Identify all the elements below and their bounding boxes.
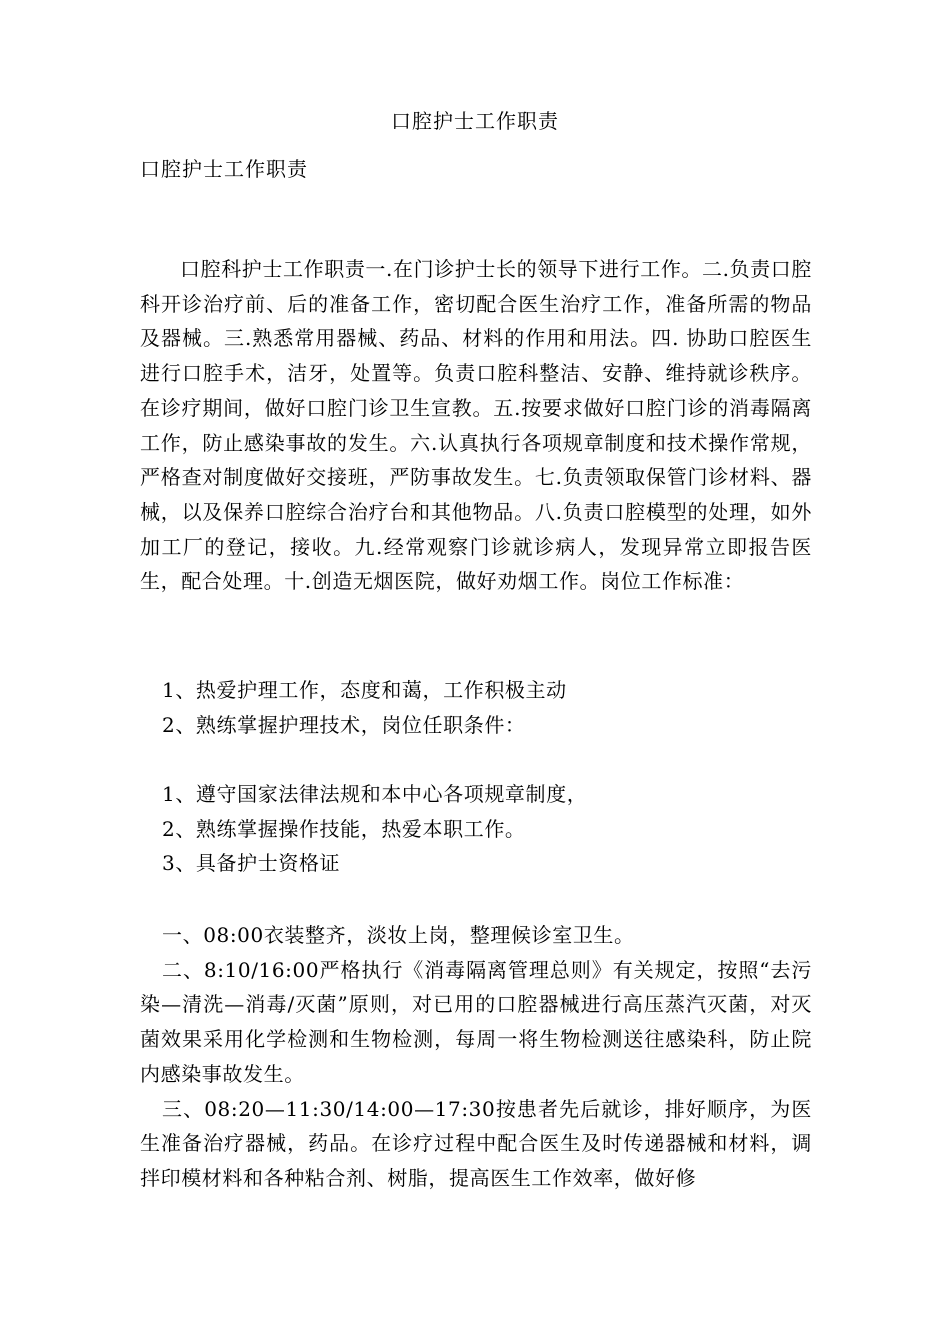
qualifications-list <box>162 777 802 881</box>
list-item: 1、遵守国家法律法规和本中心各项规章制度， <box>162 782 588 806</box>
document-subtitle: 口腔护士工作职责 <box>140 157 308 181</box>
duties-paragraph: 口腔科护士工作职责一.在门诊护士长的领导下进行工作。二.负责口腔科开诊治疗前、后的准备工作，密切配合医生治疗工作，准备所需的物品及器械。三.熟悉常用器械、药品、材料的作用和用法。四. 协助口腔医生进行口腔手术，洁牙，处置等。负责口腔科整洁、安静、维持就诊秩序。在诊疗期间，做好口腔门诊卫生宣教。五.按要求做好口腔门诊的消毒隔离工作，防止感染事故的发生。六.认真执行各项规章制度和技术操作常规，严格查对制度做好交接班，严防事故发生。七.负责领取保管门诊材料、器械，以及保养口腔综合治疗台和其他物品。八.负责口腔模型的处理，如外加工厂的登记，接收。九.经常观察门诊就诊病人，发现异常立即报告医生，配合处理。十.创造无烟医院，做好劝烟工作。岗位工作标准： <box>140 257 812 594</box>
list-item: 2、熟练掌握操作技能，热爱本职工作。 <box>162 816 526 841</box>
list-item: 3、具备护士资格证 <box>162 851 341 876</box>
list-item: 2、熟练掌握护理技术，岗位任职条件： <box>162 712 526 737</box>
list-item: 1、热爱护理工作，态度和蔼，工作积极主动 <box>162 678 567 702</box>
schedule-item: 一、08:00衣装整齐，淡妆上岗，整理候诊室卫生。 <box>162 923 635 947</box>
schedule-item: 三、08:20—11:30/14:00—17:30按患者先后就诊，排好顺序，为医生准备治疗器械，药品。在诊疗过程中配合医生及时传递器械和材料，调拌印模材料和各种粘合剂、树脂，提高医生工作效率，做好修 <box>140 1096 812 1190</box>
schedule-section <box>140 918 812 1196</box>
document-title: 口腔护士工作职责 <box>391 109 559 133</box>
schedule-item: 二、8:10/16:00严格执行《消毒隔离管理总则》有关规定，按照“去污染—清洗—消毒/灭菌”原则，对已用的口腔器械进行高压蒸汽灭菌，对灭菌效果采用化学检测和生物检测，每周一将生物检测送往感染科，防止院内感染事故发生。 <box>140 957 812 1086</box>
standards-list <box>162 673 802 742</box>
